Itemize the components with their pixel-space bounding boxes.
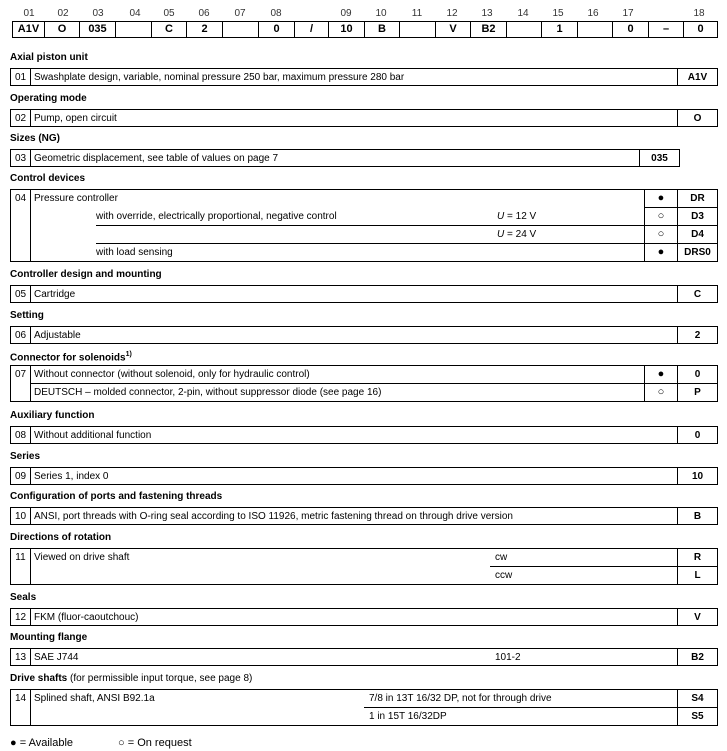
option-code: P (677, 384, 717, 402)
option-code: 035 (639, 150, 679, 166)
option-code: A1V (677, 69, 717, 85)
section-title: Mounting flange (10, 632, 88, 643)
option-row (11, 690, 717, 708)
option-text: Geometric displacement, see table of values on page 7 (34, 153, 279, 164)
option-text: Swashplate design, variable, nominal pressure 250 bar, maximum pressure 280 bar (34, 72, 405, 83)
code-cell (115, 21, 152, 38)
section-seals (10, 592, 718, 626)
availability-filled: ● (644, 366, 677, 384)
option-row (10, 467, 718, 485)
section-series (10, 451, 718, 485)
section-controller-design (10, 269, 718, 303)
option-code: V (677, 609, 717, 625)
code-cell: 10 (328, 21, 365, 38)
section-title (10, 349, 718, 364)
section-title (10, 673, 718, 685)
row-number: 09 (11, 468, 31, 484)
code-cell: – (648, 21, 684, 38)
code-cell: 0 (683, 21, 718, 38)
code-cell: C (151, 21, 187, 38)
availability-open: ○ (644, 208, 677, 226)
option-code: S5 (677, 708, 717, 726)
section-rotation (10, 532, 718, 585)
position-number: 17 (622, 8, 634, 19)
legend-available-label: = Available (19, 737, 74, 749)
position-number: 10 (375, 8, 387, 19)
voltage-symbol: U (497, 229, 505, 240)
code-cell (222, 21, 259, 38)
option-text: with load sensing (96, 247, 173, 258)
option-text: Viewed on drive shaft (34, 552, 130, 563)
on-request-circle-icon: ○ (118, 737, 125, 749)
position-number: 12 (446, 8, 458, 19)
code-cell (506, 21, 542, 38)
legend-on-request (118, 737, 192, 749)
code-cell: B (364, 21, 400, 38)
option-row (10, 326, 718, 344)
code-cell: A1V (12, 21, 45, 38)
code-cell: / (294, 21, 329, 38)
option-text: Adjustable (34, 330, 81, 341)
section-connector (10, 349, 718, 402)
position-number: 01 (23, 8, 35, 19)
option-text: DEUTSCH – molded connector, 2-pin, without suppressor diode (see page 16) (34, 387, 382, 398)
option-code: 0 (677, 427, 717, 443)
section-title-text: Drive shafts (10, 673, 68, 684)
option-row (10, 149, 680, 167)
option-text: Series 1, index 0 (34, 471, 109, 482)
section-title: Control devices (10, 173, 86, 184)
control-devices-table (10, 189, 718, 262)
legend-available (10, 737, 73, 749)
position-number: 09 (340, 8, 352, 19)
option-row (11, 366, 717, 384)
option-row (11, 208, 717, 226)
section-sizes (10, 133, 718, 167)
row-number: 07 (11, 366, 31, 401)
code-cell: 035 (79, 21, 116, 38)
section-title: Controller design and mounting (10, 269, 162, 280)
section-title: Axial piston unit (10, 52, 88, 63)
option-sub-text: 7/8 in 13T 16/32 DP, not for through drive (369, 693, 552, 704)
option-row (10, 426, 718, 444)
option-row (11, 567, 717, 585)
option-text: Without connector (without solenoid, only for hydraulic control) (34, 369, 310, 380)
option-code: B2 (677, 649, 717, 665)
code-cell: V (435, 21, 471, 38)
row-number: 01 (11, 69, 31, 85)
section-title: Directions of rotation (10, 532, 112, 543)
section-axial-piston-unit (10, 52, 718, 86)
option-text: SAE J744 (34, 652, 79, 663)
section-title: Seals (10, 592, 37, 603)
section-title: Setting (10, 310, 44, 321)
row-number: 05 (11, 286, 31, 302)
option-row (11, 549, 717, 567)
row-number: 08 (11, 427, 31, 443)
section-title: Auxiliary function (10, 410, 95, 421)
position-number: 16 (587, 8, 599, 19)
option-text: with override, electrically proportional, negative control (96, 211, 337, 222)
voltage-value: = 24 V (504, 229, 537, 240)
option-code: B (677, 508, 717, 524)
position-number: 18 (693, 8, 705, 19)
section-setting (10, 310, 718, 344)
row-number: 04 (11, 190, 31, 261)
section-title: Series (10, 451, 41, 462)
position-number: 07 (234, 8, 246, 19)
option-row (11, 384, 717, 402)
option-text: Cartridge (34, 289, 76, 300)
code-cell (399, 21, 436, 38)
position-number: 05 (163, 8, 175, 19)
option-row (11, 244, 717, 262)
option-sub-text: 101-2 (495, 652, 521, 663)
code-cell: 0 (612, 21, 649, 38)
position-number: 14 (517, 8, 529, 19)
section-operating-mode (10, 93, 718, 127)
code-cell (577, 21, 613, 38)
code-cell: 2 (186, 21, 223, 38)
section-ports-configuration (10, 491, 718, 525)
section-title: Operating mode (10, 93, 87, 104)
availability-open: ○ (644, 384, 677, 402)
option-code: 0 (677, 366, 717, 384)
voltage-symbol: U (497, 211, 505, 222)
section-auxiliary-function (10, 410, 718, 444)
option-code: DRS0 (677, 244, 717, 262)
section-drive-shafts (10, 673, 718, 726)
option-code: C (677, 286, 717, 302)
option-code: R (677, 549, 717, 567)
position-number: 04 (129, 8, 141, 19)
section-title: Configuration of ports and fastening threads (10, 491, 223, 502)
code-cell: O (44, 21, 80, 38)
section-title-text: Connector for solenoids (10, 352, 126, 364)
option-code: 10 (677, 468, 717, 484)
option-text: Pump, open circuit (34, 113, 117, 124)
voltage-label (497, 208, 536, 225)
option-code: S4 (677, 690, 717, 708)
option-row (10, 648, 718, 666)
position-number: 11 (411, 8, 423, 19)
option-sub-text: 1 in 15T 16/32DP (369, 711, 447, 722)
availability-filled: ● (644, 244, 677, 262)
voltage-value: = 12 V (504, 211, 537, 222)
option-text: Splined shaft, ANSI B92.1a (34, 693, 155, 704)
option-sub-text: cw (495, 552, 508, 563)
code-cell: 1 (541, 21, 578, 38)
section-title: Sizes (NG) (10, 133, 61, 144)
option-row (10, 608, 718, 626)
available-dot-icon: ● (10, 737, 17, 749)
option-row (11, 190, 717, 208)
row-number: 11 (11, 549, 31, 584)
section-title-note: (for permissible input torque, see page 8) (67, 673, 253, 684)
option-code: D4 (677, 226, 717, 244)
code-cell: 0 (258, 21, 295, 38)
rotation-table (10, 548, 718, 585)
option-row (10, 507, 718, 525)
legend-on-request-label: = On request (127, 737, 192, 749)
option-sub-text: ccw (495, 570, 513, 581)
code-cell: B2 (470, 21, 507, 38)
option-code: D3 (677, 208, 717, 226)
position-number: 03 (92, 8, 104, 19)
row-number: 02 (11, 110, 31, 126)
option-text: ANSI, port threads with O-ring seal according to ISO 11926, metric fastening thread on through drive version (34, 511, 513, 522)
option-row (11, 708, 717, 726)
section-control-devices (10, 173, 718, 262)
option-row (10, 68, 718, 86)
row-number: 06 (11, 327, 31, 343)
position-number: 15 (552, 8, 564, 19)
voltage-label (497, 226, 536, 243)
row-number: 03 (11, 150, 31, 166)
option-code: DR (677, 190, 717, 208)
row-number: 12 (11, 609, 31, 625)
position-number: 02 (57, 8, 69, 19)
option-row (11, 226, 717, 244)
position-number: 13 (481, 8, 493, 19)
option-code: L (677, 567, 717, 585)
position-number: 06 (198, 8, 210, 19)
option-code: 2 (677, 327, 717, 343)
option-text: FKM (fluor-caoutchouc) (34, 612, 139, 623)
row-number: 10 (11, 508, 31, 524)
drive-shafts-table (10, 689, 718, 726)
option-text: Pressure controller (34, 193, 118, 204)
row-number: 14 (11, 690, 31, 725)
availability-filled: ● (644, 190, 677, 208)
connector-table (10, 365, 718, 402)
section-mounting-flange (10, 632, 718, 666)
position-number: 08 (270, 8, 282, 19)
option-text: Without additional function (34, 430, 152, 441)
option-row (10, 285, 718, 303)
option-row (10, 109, 718, 127)
option-code: O (677, 110, 717, 126)
availability-open: ○ (644, 226, 677, 244)
footnote-marker: 1) (125, 351, 132, 358)
row-number: 13 (11, 649, 31, 665)
